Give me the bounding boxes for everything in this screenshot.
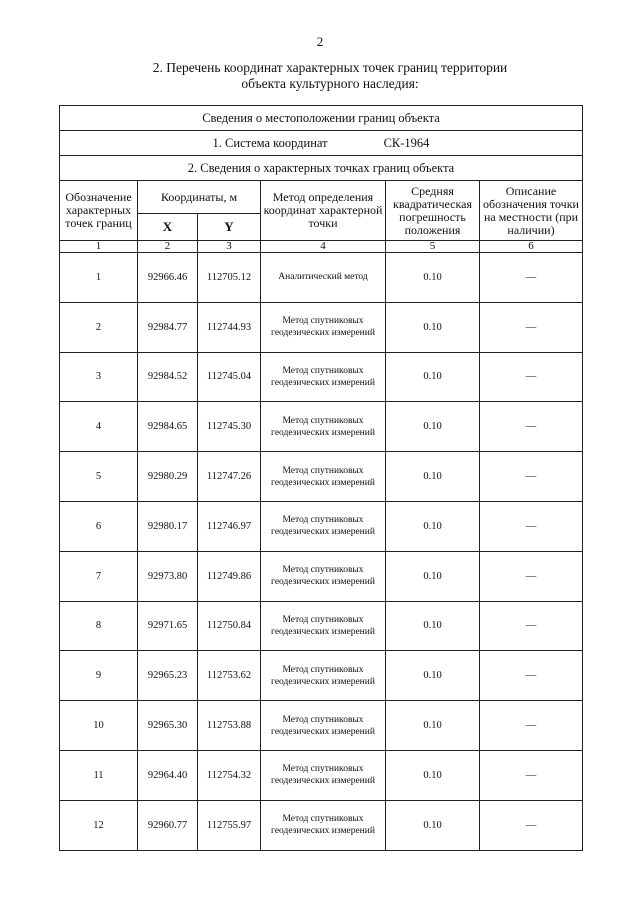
col-number: 6 (480, 241, 583, 253)
title-line-2: объекта культурного наследия: (241, 76, 419, 91)
col-x-header: X (138, 214, 198, 241)
table-row (60, 651, 583, 701)
col-y-header: Y (198, 214, 261, 241)
points-header-row (60, 156, 583, 181)
x-coordinate-cell: 92984.52 (138, 352, 198, 402)
method-cell: Аналитический метод (261, 253, 386, 303)
error-cell: 0.10 (386, 253, 480, 303)
error-cell: 0.10 (386, 651, 480, 701)
method-cell: Метод спутниковых геодезических измерений (261, 452, 386, 502)
table-row (60, 352, 583, 402)
table-row (60, 800, 583, 850)
column-numbers-row (60, 241, 583, 253)
document-title (80, 60, 580, 92)
col-description-header: Описание обозначения точки на местности (при наличии) (480, 181, 583, 241)
column-header-row (60, 181, 583, 214)
point-id-cell: 8 (60, 601, 138, 651)
col-error-header: Средняя квадратическая погрешность положения (386, 181, 480, 241)
method-cell: Метод спутниковых геодезических измерений (261, 302, 386, 352)
section-header: Сведения о местоположении границ объекта (60, 106, 583, 131)
page-number: 2 (316, 34, 324, 49)
y-coordinate-cell: 112744.93 (198, 302, 261, 352)
coordinates-table (59, 105, 583, 851)
method-cell: Метод спутниковых геодезических измерений (261, 352, 386, 402)
point-id-cell: 3 (60, 352, 138, 402)
description-cell: — (480, 651, 583, 701)
point-id-cell: 2 (60, 302, 138, 352)
x-coordinate-cell: 92980.17 (138, 501, 198, 551)
section-header-row (60, 106, 583, 131)
coord-system-label: 1. Система координат (212, 135, 328, 150)
title-line-1: 2. Перечень координат характерных точек границ территории (152, 60, 508, 75)
y-coordinate-cell: 112754.32 (198, 750, 261, 800)
method-cell: Метод спутниковых геодезических измерений (261, 402, 386, 452)
error-cell: 0.10 (386, 800, 480, 850)
y-coordinate-cell: 112753.88 (198, 701, 261, 751)
table-row (60, 701, 583, 751)
y-coordinate-cell: 112755.97 (198, 800, 261, 850)
point-id-cell: 7 (60, 551, 138, 601)
error-cell: 0.10 (386, 452, 480, 502)
table-row (60, 452, 583, 502)
point-id-cell: 9 (60, 651, 138, 701)
error-cell: 0.10 (386, 302, 480, 352)
points-header: 2. Сведения о характерных точках границ объекта (60, 156, 583, 181)
description-cell: — (480, 800, 583, 850)
col-method-header: Метод определения координат характерной точки (261, 181, 386, 241)
error-cell: 0.10 (386, 750, 480, 800)
point-id-cell: 5 (60, 452, 138, 502)
error-cell: 0.10 (386, 551, 480, 601)
coord-system-cell (60, 131, 583, 156)
col-designation-header: Обозначение характерных точек границ (60, 181, 138, 241)
table-row (60, 551, 583, 601)
x-coordinate-cell: 92973.80 (138, 551, 198, 601)
col-number: 3 (198, 241, 261, 253)
description-cell: — (480, 551, 583, 601)
y-coordinate-cell: 112749.86 (198, 551, 261, 601)
table-row (60, 501, 583, 551)
x-coordinate-cell: 92971.65 (138, 601, 198, 651)
method-cell: Метод спутниковых геодезических измерений (261, 701, 386, 751)
method-cell: Метод спутниковых геодезических измерений (261, 501, 386, 551)
y-coordinate-cell: 112750.84 (198, 601, 261, 651)
table-row (60, 750, 583, 800)
x-coordinate-cell: 92984.77 (138, 302, 198, 352)
description-cell: — (480, 750, 583, 800)
description-cell: — (480, 452, 583, 502)
point-id-cell: 12 (60, 800, 138, 850)
col-number: 4 (261, 241, 386, 253)
y-coordinate-cell: 112705.12 (198, 253, 261, 303)
table-row (60, 402, 583, 452)
point-id-cell: 11 (60, 750, 138, 800)
col-coordinates-header: Координаты, м (138, 181, 261, 214)
col-number: 2 (138, 241, 198, 253)
method-cell: Метод спутниковых геодезических измерений (261, 750, 386, 800)
x-coordinate-cell: 92966.46 (138, 253, 198, 303)
x-coordinate-cell: 92980.29 (138, 452, 198, 502)
description-cell: — (480, 352, 583, 402)
description-cell: — (480, 302, 583, 352)
point-id-cell: 4 (60, 402, 138, 452)
description-cell: — (480, 253, 583, 303)
x-coordinate-cell: 92965.30 (138, 701, 198, 751)
error-cell: 0.10 (386, 501, 480, 551)
error-cell: 0.10 (386, 402, 480, 452)
coord-system-value: СК-1964 (383, 135, 430, 150)
error-cell: 0.10 (386, 601, 480, 651)
table-row (60, 253, 583, 303)
description-cell: — (480, 701, 583, 751)
point-id-cell: 1 (60, 253, 138, 303)
error-cell: 0.10 (386, 352, 480, 402)
method-cell: Метод спутниковых геодезических измерений (261, 601, 386, 651)
x-coordinate-cell: 92965.23 (138, 651, 198, 701)
col-number: 1 (60, 241, 138, 253)
x-coordinate-cell: 92964.40 (138, 750, 198, 800)
y-coordinate-cell: 112753.62 (198, 651, 261, 701)
description-cell: — (480, 501, 583, 551)
method-cell: Метод спутниковых геодезических измерений (261, 651, 386, 701)
point-id-cell: 6 (60, 501, 138, 551)
y-coordinate-cell: 112746.97 (198, 501, 261, 551)
y-coordinate-cell: 112747.26 (198, 452, 261, 502)
col-number: 5 (386, 241, 480, 253)
x-coordinate-cell: 92984.65 (138, 402, 198, 452)
y-coordinate-cell: 112745.04 (198, 352, 261, 402)
y-coordinate-cell: 112745.30 (198, 402, 261, 452)
description-cell: — (480, 601, 583, 651)
error-cell: 0.10 (386, 701, 480, 751)
x-coordinate-cell: 92960.77 (138, 800, 198, 850)
description-cell: — (480, 402, 583, 452)
method-cell: Метод спутниковых геодезических измерений (261, 800, 386, 850)
table-row (60, 601, 583, 651)
coord-system-row (60, 131, 583, 156)
method-cell: Метод спутниковых геодезических измерений (261, 551, 386, 601)
table-row (60, 302, 583, 352)
point-id-cell: 10 (60, 701, 138, 751)
